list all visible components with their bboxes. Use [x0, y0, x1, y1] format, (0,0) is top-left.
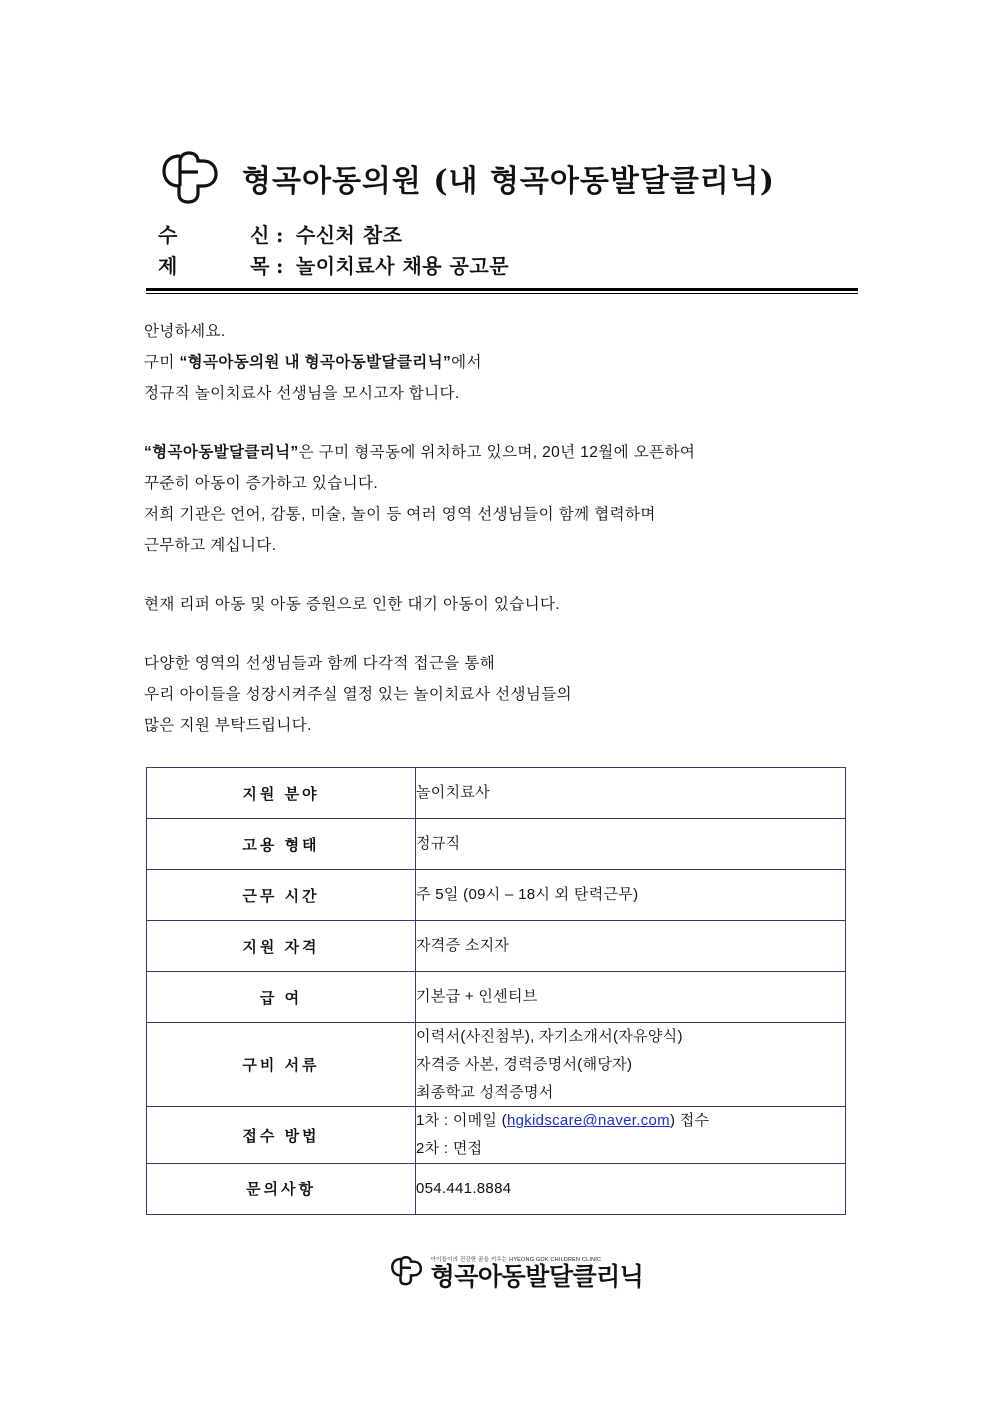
table-row — [147, 1163, 846, 1214]
body-line-7: 근무하고 계십니다. — [144, 537, 277, 554]
recipient-label-2: 신 — [250, 223, 270, 247]
table-value-field — [416, 768, 846, 819]
recruitment-info-table — [146, 767, 846, 1215]
body-line-3: 정규직 놀이치료사 선생님을 모시고자 합니다. — [144, 385, 460, 402]
table-key-field: 지원 분야 — [147, 768, 416, 819]
recipient-label-1: 수 — [158, 223, 178, 247]
table-value-qualification — [416, 921, 846, 972]
table-row — [147, 870, 846, 921]
footer-text — [431, 1255, 644, 1289]
table-value-contact — [416, 1163, 846, 1214]
body-line-11: 많은 지원 부탁드립니다. — [144, 717, 312, 734]
subject-label-2: 목 — [250, 254, 270, 278]
email-line-pre: 1차 : 이메일 ( — [416, 1112, 507, 1130]
table-row — [147, 1107, 846, 1164]
table-value-line: 주 5일 (09시 – 18시 외 탄력근무) — [416, 886, 639, 904]
footer-clinic-name: 형곡아동발달클리닉 — [430, 1261, 644, 1291]
body-line-4 — [144, 437, 892, 468]
document-body — [140, 316, 892, 741]
body-line-9: 다양한 영역의 선생님들과 함께 다각적 접근을 통해 — [144, 655, 496, 672]
recipient-colon: : — [276, 223, 284, 247]
table-key-qualification: 지원 자격 — [147, 921, 416, 972]
meta-row-recipient — [158, 220, 892, 251]
table-value-line: 정규직 — [416, 835, 461, 853]
body-line-1: 안녕하세요. — [144, 323, 226, 340]
table-key-hours: 근무 시간 — [147, 870, 416, 921]
table-key-salary: 급 여 — [147, 972, 416, 1023]
body-line-8: 현재 리퍼 아동 및 아동 증원으로 인한 대기 아동이 있습니다. — [144, 596, 561, 613]
table-row — [147, 819, 846, 870]
body-gap-2 — [144, 561, 892, 589]
table-value-line: 054.441.8884 — [416, 1179, 512, 1197]
cross-clover-logo-icon — [389, 1255, 423, 1287]
table-row — [147, 1023, 846, 1107]
table-value-application — [416, 1107, 846, 1164]
document-meta — [140, 220, 892, 282]
table-value-employment — [416, 819, 846, 870]
body-gap-3 — [144, 620, 892, 648]
body-line-5: 꾸준히 아동이 증가하고 있습니다. — [144, 475, 379, 492]
table-value-line-email — [416, 1107, 845, 1135]
table-row — [147, 921, 846, 972]
recipient-value: 수신처 참조 — [295, 223, 403, 247]
email-link[interactable]: hgkidscare@naver.com — [506, 1112, 670, 1130]
body-line-2-pre: 구미 — [144, 354, 180, 371]
table-value-line: 2차 : 면접 — [416, 1140, 483, 1157]
table-value-line: 자격증 사본, 경력증명서(해당자) — [416, 1055, 633, 1073]
body-line-2-bold: “형곡아동의원 내 형곡아동발달클리닉” — [179, 354, 452, 371]
email-line-post: ) 접수 — [669, 1112, 710, 1130]
footer-logo — [140, 1255, 892, 1289]
subject-label-1: 제 — [158, 254, 178, 278]
table-value-hours — [416, 870, 846, 921]
body-line-4-post: 은 구미 형곡동에 위치하고 있으며, 20년 12월에 오픈하여 — [298, 444, 696, 461]
body-line-2-post: 에서 — [451, 354, 482, 371]
table-value-line: 이력서(사진첨부), 자기소개서(자유양식) — [416, 1028, 683, 1045]
body-line-10: 우리 아이들을 성장시켜주실 열정 있는 놀이치료사 선생님들의 — [144, 686, 572, 703]
meta-row-subject — [158, 251, 892, 282]
table-value-line: 놀이치료사 — [416, 784, 490, 802]
table-value-line: 자격증 소지자 — [416, 937, 510, 955]
body-line-4-bold: “형곡아동발달클리닉” — [144, 444, 299, 461]
table-value-line: 최종학교 성적증명서 — [416, 1083, 554, 1101]
body-line-6: 저희 기관은 언어, 감통, 미술, 놀이 등 여러 영역 선생님들이 함께 협력하며 — [144, 506, 656, 523]
body-line-2 — [144, 347, 892, 378]
subject-colon: : — [276, 254, 284, 278]
table-key-documents: 구비 서류 — [147, 1023, 416, 1107]
header-divider — [146, 288, 858, 294]
footer-tagline: 아이들이의 건강한 꿈을 키우는 HYEONG GOK CHILDREN CLINIC — [430, 1256, 602, 1263]
table-key-employment: 고용 형태 — [147, 819, 416, 870]
document-header — [158, 150, 892, 206]
table-key-contact: 문의사항 — [147, 1163, 416, 1214]
table-value-line: 기본급 + 인센티브 — [416, 988, 538, 1006]
subject-value: 놀이치료사 채용 공고문 — [295, 254, 510, 278]
table-value-documents — [416, 1023, 846, 1107]
table-row — [147, 972, 846, 1023]
table-value-salary — [416, 972, 846, 1023]
cross-clover-logo-icon — [158, 150, 220, 206]
table-key-application: 접수 방법 — [147, 1107, 416, 1164]
table-row — [147, 768, 846, 819]
page-title: 형곡아동의원 (내 형곡아동발달클리닉) — [242, 164, 775, 199]
body-gap-1 — [144, 409, 892, 437]
